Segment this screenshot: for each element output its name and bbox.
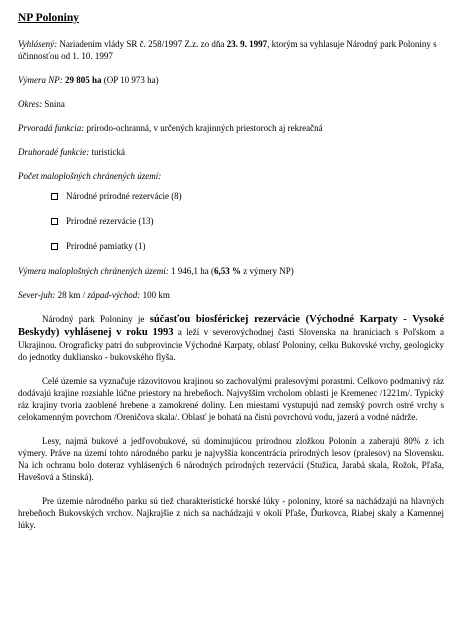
paragraph-landscape: Celé územie sa vyznačuje rázovitovou krajinou so zachovalými pralesovými porastmi. Celkovo podmanivý ráz dodávajú krajine rozsiahle lúčne priestory na hrebeňoch. Najvyšším vrcholom oblasti je Kremenec /1221m/. Typický ráz krajiny tvoria zaoblené hrebene a zamokrené doliny. Len miestami vystupujú nad zemský povrch ostré vrchy s celokamenným povrchom /Oreničova skala/. Oblasť je bohatá na čistú povrchovú vodu, jazerá a vodné nádrže. (18, 376, 444, 422)
checkbox-bullet-icon (51, 193, 58, 200)
primary-function-row (18, 122, 444, 134)
secondary-function-row (18, 146, 444, 158)
small-area-row (18, 265, 444, 277)
primary-function-value: prírodo-ochranná, v určených krajinných priestoroch aj rekreačná (84, 123, 323, 133)
small-area-percent: 6,53 % (213, 266, 241, 276)
list-item-label: Prírodné rezervácie (13) (66, 216, 154, 226)
area-label: Výmera NP: (18, 75, 63, 85)
declaration-date: 23. 9. 1997 (226, 39, 268, 49)
small-area-text-2: z výmery NP) (240, 266, 294, 276)
declaration-label: Vyhlásený: (18, 39, 58, 49)
declaration-row (18, 38, 444, 62)
primary-function-label: Prvoradá funkcia: (18, 123, 85, 133)
paragraph-forests: Lesy, najmä bukové a jedľovobukové, sú dominujúcou prírodnou zložkou Polonín a zaberajú 80% z ich výmery. Práve na území tohto národného parku je najvyššia koncentrácia prírodných lesov (pralesov) na Slovensku. Na ich ochranu bolo doteraz vyhlásených 6 národných prírodných rezervácií (Stužica, Jarabá skala, Rožok, Pľaša, Havešová a Stinská). (18, 436, 444, 482)
district-row (18, 98, 444, 110)
west-east-value: 100 km (140, 290, 170, 300)
paragraph-intro-text-1: Národný park Poloniny je (42, 314, 150, 324)
paragraph-intro-text-2: a leží v severovýchodnej časti Slovenska na hraniciach s Poľskom a Ukrajinou. Orograficky patrí do subprovincie Východné Karpaty, oblasť Poloniny, celku Bukovské vrchy, geologicky do jednotky dukliansko - bukovského flyša. (18, 327, 444, 362)
dimensions-row (18, 289, 444, 301)
paragraph-intro-bold: súčasťou biosférickej rezervácie (Východné Karpaty - Vysoké Beskydy) vyhlásenej v roku 1993 (18, 314, 445, 338)
declaration-text-1: Nariadením vlády SR č. 258/1997 Z.z. zo dňa (57, 39, 227, 49)
paragraph-meadows: Pre územie národného parku sú tiež charakteristické horské lúky - poloniny, ktoré sa nachádzajú na hlavných hrebeňoch Bukovských vrchov. Najkrajšie z nich sa nachádzajú v okolí Pľaše, Ďurkovca, Riabej skaly a Kamennej lúky. (18, 496, 444, 530)
north-south-value: 28 km / (55, 290, 88, 300)
district-value: Snina (42, 99, 65, 109)
list-item (51, 215, 444, 227)
area-row (18, 74, 444, 86)
checkbox-bullet-icon (51, 243, 58, 250)
west-east-label: západ-východ: (87, 290, 141, 300)
north-south-label: Sever-juh: (18, 290, 56, 300)
page-title: NP Poloniny (18, 12, 80, 24)
list-item (51, 190, 444, 202)
small-area-text-1: 1 946,1 ha ( (168, 266, 214, 276)
paragraph-intro (18, 313, 444, 363)
secondary-function-label: Druhoradé funkcie: (18, 147, 90, 157)
list-item-label: Národné prírodné rezervácie (8) (66, 191, 182, 201)
area-rest: (OP 10 973 ha) (101, 75, 159, 85)
protected-areas-list (18, 190, 444, 252)
list-item (51, 240, 444, 252)
checkbox-bullet-icon (51, 218, 58, 225)
list-item-label: Prírodné pamiatky (1) (66, 241, 146, 251)
district-label: Okres: (18, 99, 43, 109)
declaration-text-2: , ktorým sa vyhlasuje Národný park Poloniny s účinnosťou od 1. 10. 1997 (18, 39, 437, 61)
small-area-label: Výmera maloplošných chránených území: (18, 266, 169, 276)
secondary-function-value: turistická (89, 147, 125, 157)
area-value: 29 805 ha (65, 75, 102, 85)
protected-areas-count-label: Počet maloplošných chránených území: (18, 171, 162, 181)
